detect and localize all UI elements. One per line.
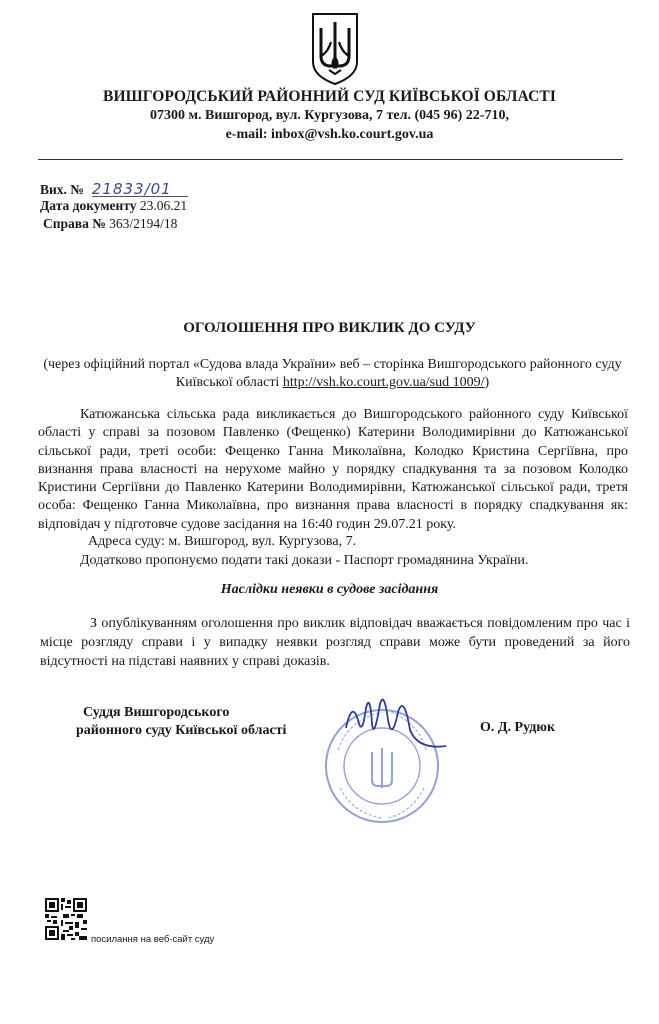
court-address: 07300 м. Вишгород, вул. Кургузова, 7 тел. (045 96) 22-710, <box>150 108 509 123</box>
court-name: ВИШГОРОДСЬКИЙ РАЙОННИЙ СУД КИЇВСЬКОЇ ОБЛАСТІ <box>103 88 556 105</box>
court-website-link[interactable]: http://vsh.ko.court.gov.ua/sud 1009/ <box>282 375 485 390</box>
qr-caption: посилання на веб-сайт суду <box>91 934 215 945</box>
case-number <box>43 216 177 232</box>
judge-title-line2: районного суду Київської області <box>76 723 287 738</box>
portal-note-line2 <box>40 375 625 391</box>
summons-text: Катюжанська сільська рада викликається до Вишгородського районного суду Київської області у справі за позовом Павленко (Фещенко) Катерини Володимирівни до Катюжанської сільської ради, треті особи: Фещенко Ганна Миколаївна, Колодко Кристина Сергіївна, про визнання права власності на нерухоме майно у порядку спадкування та за позовом Колодко Кристини Сергіївни до Павленко Катерини Володимирівни, Катюжанської сільської ради, третя особа: Фещенко Ганна Миколаївна, про визнання права власності в порядку спадкування як: відповідач у підготовче судове засідання на 16:40 годин 29.07.21 року. <box>38 407 628 532</box>
case-number-value: 363/2194/18 <box>109 216 178 231</box>
portal-note-suffix: ) <box>484 375 490 390</box>
outgoing-number-underline <box>92 196 188 197</box>
outgoing-number-label: Вих. № <box>40 182 84 197</box>
case-number-label: Справа № <box>43 216 106 231</box>
qr-code-icon[interactable] <box>45 898 87 940</box>
judge-title-line1: Суддя Вишгородського <box>83 705 230 720</box>
court-seal-icon <box>318 690 450 824</box>
evidence-line: Додатково пропонуємо подати такі докази - Паспорт громадянина України. <box>80 553 529 568</box>
consequences-title: Наслідки неявки в судове засідання <box>220 582 439 597</box>
outgoing-number-value: 21833/01 <box>91 180 172 198</box>
header-divider <box>38 159 623 160</box>
summons-paragraph <box>38 406 628 534</box>
consequences-text: З опублікуванням оголошення про виклик відповідач вважається повідомленим про час і місце розгляду справи і у випадку неявки розгляд справи може бути проведений за його відсутності на підставі наявних у справі доказів. <box>40 616 630 669</box>
portal-note-prefix: Київської області <box>175 375 283 390</box>
judge-name: О. Д. Рудюк <box>480 720 556 735</box>
ukraine-coat-of-arms-icon <box>311 12 359 86</box>
court-email: e-mail: inbox@vsh.ko.court.gov.ua <box>225 127 434 142</box>
consequences-paragraph <box>40 614 630 671</box>
notice-title: ОГОЛОШЕННЯ ПРО ВИКЛИК ДО СУДУ <box>183 320 476 336</box>
document-date-label: Дата документу <box>40 198 137 213</box>
portal-note-line1: (через офіційний портал «Судова влада України» веб – сторінка Вишгородського районного суду <box>43 357 622 372</box>
document-date-value: 23.06.21 <box>139 198 188 213</box>
court-address-line: Адреса суду: м. Вишгород, вул. Кургузова, 7. <box>88 534 357 549</box>
document-date <box>40 198 187 214</box>
